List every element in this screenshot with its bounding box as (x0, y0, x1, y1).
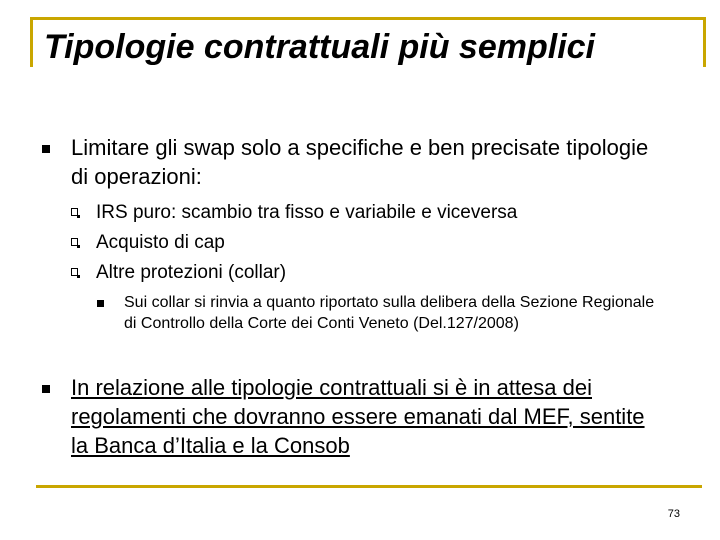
bullet-text-3: Acquisto di cap (96, 232, 225, 253)
bullet-text-5: Sui collar si rinvia a quanto riportato sulla delibera della Sezione Regionale di Controllo della Corte dei Conti Veneto (Del.127/2008) (124, 294, 655, 332)
bullet-small-square-icon (97, 300, 104, 307)
bullet-text-2: IRS puro: scambio tra fisso e variabile e viceversa (96, 202, 518, 223)
title-frame-right (703, 17, 706, 67)
title-frame-left (30, 17, 33, 67)
bullet-text-4: Altre protezioni (collar) (96, 262, 287, 283)
bullet-square-icon (42, 385, 50, 393)
bullet-hollow-square-icon (71, 268, 78, 276)
bullet-square-icon (42, 145, 50, 153)
bullet-hollow-square-icon (71, 238, 78, 246)
title-frame-top (30, 17, 706, 20)
slide-title: Tipologie contrattuali più semplici (44, 28, 595, 66)
bullet-text-1: Limitare gli swap solo a specifiche e ben precisate tipologie di operazioni: (71, 135, 649, 189)
bullet-hollow-square-icon (71, 208, 78, 216)
page-number: 73 (667, 508, 680, 520)
footer-rule (36, 485, 702, 488)
bullet-text-6: In relazione alle tipologie contrattuali si è in attesa dei regolamenti che dovranno essere emanati dal MEF, sentite la Banca d’Italia e la Consob (71, 375, 645, 458)
